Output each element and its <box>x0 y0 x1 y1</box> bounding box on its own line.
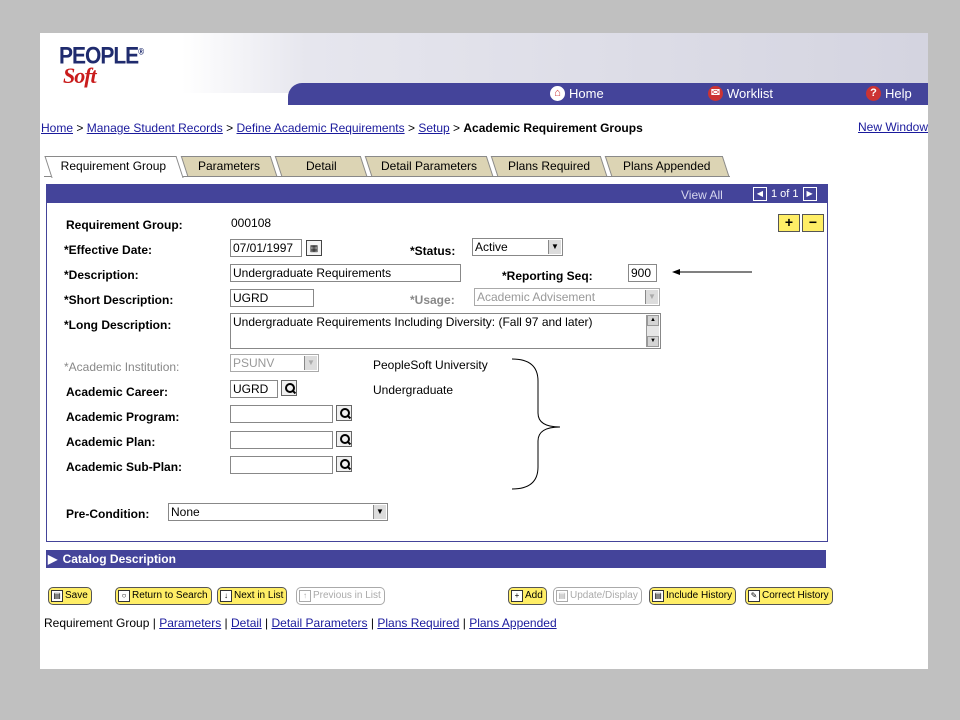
academic-career-label: Academic Career: <box>66 385 169 399</box>
academic-institution-select: PSUNV ▼ <box>230 354 319 372</box>
tab-plans-required[interactable]: Plans Required <box>491 156 607 176</box>
long-description-textarea[interactable]: Undergraduate Requirements Including Diversity: (Fall 97 and later) ▲ ▼ <box>230 313 661 349</box>
academic-institution-desc: PeopleSoft University <box>373 358 488 372</box>
academic-subplan-lookup-icon[interactable] <box>336 456 352 472</box>
new-window-link[interactable]: New Window <box>858 120 928 134</box>
status-label: *Status: <box>410 244 456 258</box>
breadcrumb-define-academic-requirements[interactable]: Define Academic Requirements <box>236 121 405 135</box>
delete-row-button[interactable]: − <box>802 214 824 232</box>
include-history-button[interactable]: ▤ Include History <box>649 587 736 605</box>
academic-program-lookup-icon[interactable] <box>336 405 352 421</box>
next-row-icon[interactable]: ▶ <box>803 187 817 201</box>
return-to-search-button[interactable]: ○ Return to Search <box>115 587 212 605</box>
catalog-description-bar[interactable]: ▶ Catalog Description <box>46 550 826 568</box>
description-label: *Description: <box>64 268 139 282</box>
footer-link-detail-parameters[interactable]: Detail Parameters <box>271 616 368 630</box>
reporting-seq-label: *Reporting Seq: <box>502 269 593 283</box>
academic-program-label: Academic Program: <box>66 410 180 424</box>
worklist-icon: ✉ <box>708 86 723 101</box>
down-arrow-icon: ↓ <box>220 590 232 602</box>
annotation-arrow <box>668 263 758 281</box>
home-link[interactable]: ⌂ Home <box>550 86 604 101</box>
footer-link-parameters[interactable]: Parameters <box>159 616 222 630</box>
long-description-scrollbar[interactable]: ▲ ▼ <box>646 315 659 347</box>
usage-label: *Usage: <box>410 293 455 307</box>
breadcrumb: Home > Manage Student Records > Define Academic Requirements > Setup > Academic Requirement Groups <box>41 121 643 135</box>
academic-career-lookup-icon[interactable] <box>281 380 297 396</box>
annotation-brace <box>504 357 564 491</box>
slide-canvas <box>40 33 928 669</box>
footer-link-requirement-group: Requirement Group <box>44 616 150 630</box>
row-actions <box>778 214 824 232</box>
include-history-icon: ▤ <box>652 590 664 602</box>
breadcrumb-manage-student-records[interactable]: Manage Student Records <box>86 121 223 135</box>
tab-bar <box>44 156 730 176</box>
status-select[interactable]: Active ▼ <box>472 238 563 256</box>
effective-date-field[interactable]: 07/01/1997 <box>230 239 302 257</box>
help-icon: ? <box>866 86 881 101</box>
footer-link-plans-appended[interactable]: Plans Appended <box>469 616 557 630</box>
reporting-seq-field[interactable]: 900 <box>628 264 657 282</box>
panel-header <box>47 185 827 203</box>
next-in-list-button[interactable]: ↓ Next in List <box>217 587 287 605</box>
peoplesoft-logo: PEOPLE® Soft <box>59 43 144 88</box>
pager <box>753 187 817 201</box>
pager-count: 1 of 1 <box>771 188 799 200</box>
chevron-down-icon: ▼ <box>304 356 317 370</box>
requirement-group-panel <box>46 184 828 542</box>
previous-in-list-button: ↑ Previous in List <box>296 587 385 605</box>
chevron-down-icon: ▼ <box>548 240 561 254</box>
add-icon: + <box>511 590 523 602</box>
add-button[interactable]: + Add <box>508 587 547 605</box>
add-row-button[interactable]: + <box>778 214 800 232</box>
academic-institution-label: *Academic Institution: <box>64 360 180 374</box>
academic-plan-label: Academic Plan: <box>66 435 156 449</box>
short-description-field[interactable]: UGRD <box>230 289 314 307</box>
correct-history-button[interactable]: ✎ Correct History <box>745 587 833 605</box>
academic-program-field[interactable] <box>230 405 333 423</box>
chevron-down-icon: ▼ <box>373 505 386 519</box>
long-description-label: *Long Description: <box>64 318 172 332</box>
update-display-button: ▤ Update/Display <box>553 587 642 605</box>
footer-link-detail[interactable]: Detail <box>231 616 262 630</box>
previous-row-icon[interactable]: ◀ <box>753 187 767 201</box>
chevron-down-icon: ▼ <box>645 290 658 304</box>
description-field[interactable]: Undergraduate Requirements <box>230 264 461 282</box>
footer-link-plans-required[interactable]: Plans Required <box>377 616 460 630</box>
expand-arrow-icon: ▶ <box>48 552 58 566</box>
breadcrumb-setup[interactable]: Setup <box>418 121 450 135</box>
tab-requirement-group[interactable]: Requirement Group <box>44 156 183 178</box>
help-link[interactable]: ? Help <box>866 86 912 101</box>
correct-history-icon: ✎ <box>748 590 760 602</box>
footer-tab-links: Requirement Group | Parameters | Detail | Detail Parameters | Plans Required | Plans Appended <box>44 616 557 630</box>
academic-career-field[interactable]: UGRD <box>230 380 278 398</box>
pre-condition-select[interactable]: None ▼ <box>168 503 388 521</box>
floppy-disk-icon: ▤ <box>51 590 63 602</box>
tab-detail[interactable]: Detail <box>275 156 367 176</box>
update-display-icon: ▤ <box>556 590 568 602</box>
top-nav-bar <box>288 83 928 105</box>
requirement-group-value: 000108 <box>231 216 272 230</box>
short-description-label: *Short Description: <box>64 293 174 307</box>
breadcrumb-current: Academic Requirement Groups <box>463 121 643 135</box>
up-arrow-icon: ↑ <box>299 590 311 602</box>
tab-plans-appended[interactable]: Plans Appended <box>605 156 729 176</box>
effective-date-label: *Effective Date: <box>64 243 153 257</box>
academic-subplan-field[interactable] <box>230 456 333 474</box>
worklist-link[interactable]: ✉ Worklist <box>708 86 773 101</box>
save-button[interactable]: ▤ Save <box>48 587 92 605</box>
tab-parameters[interactable]: Parameters <box>181 156 277 176</box>
pre-condition-label: Pre-Condition: <box>66 507 150 521</box>
academic-subplan-label: Academic Sub-Plan: <box>66 460 183 474</box>
view-all-link[interactable]: View All <box>681 188 723 202</box>
academic-plan-field[interactable] <box>230 431 333 449</box>
tab-detail-parameters[interactable]: Detail Parameters <box>365 156 493 176</box>
academic-career-desc: Undergraduate <box>373 383 454 397</box>
requirement-group-label: Requirement Group: <box>66 218 183 232</box>
search-icon: ○ <box>118 590 130 602</box>
breadcrumb-home[interactable]: Home <box>41 121 74 135</box>
academic-plan-lookup-icon[interactable] <box>336 431 352 447</box>
calendar-icon[interactable]: ▦ <box>306 240 322 256</box>
home-icon: ⌂ <box>550 86 565 101</box>
usage-select: Academic Advisement ▼ <box>474 288 660 306</box>
